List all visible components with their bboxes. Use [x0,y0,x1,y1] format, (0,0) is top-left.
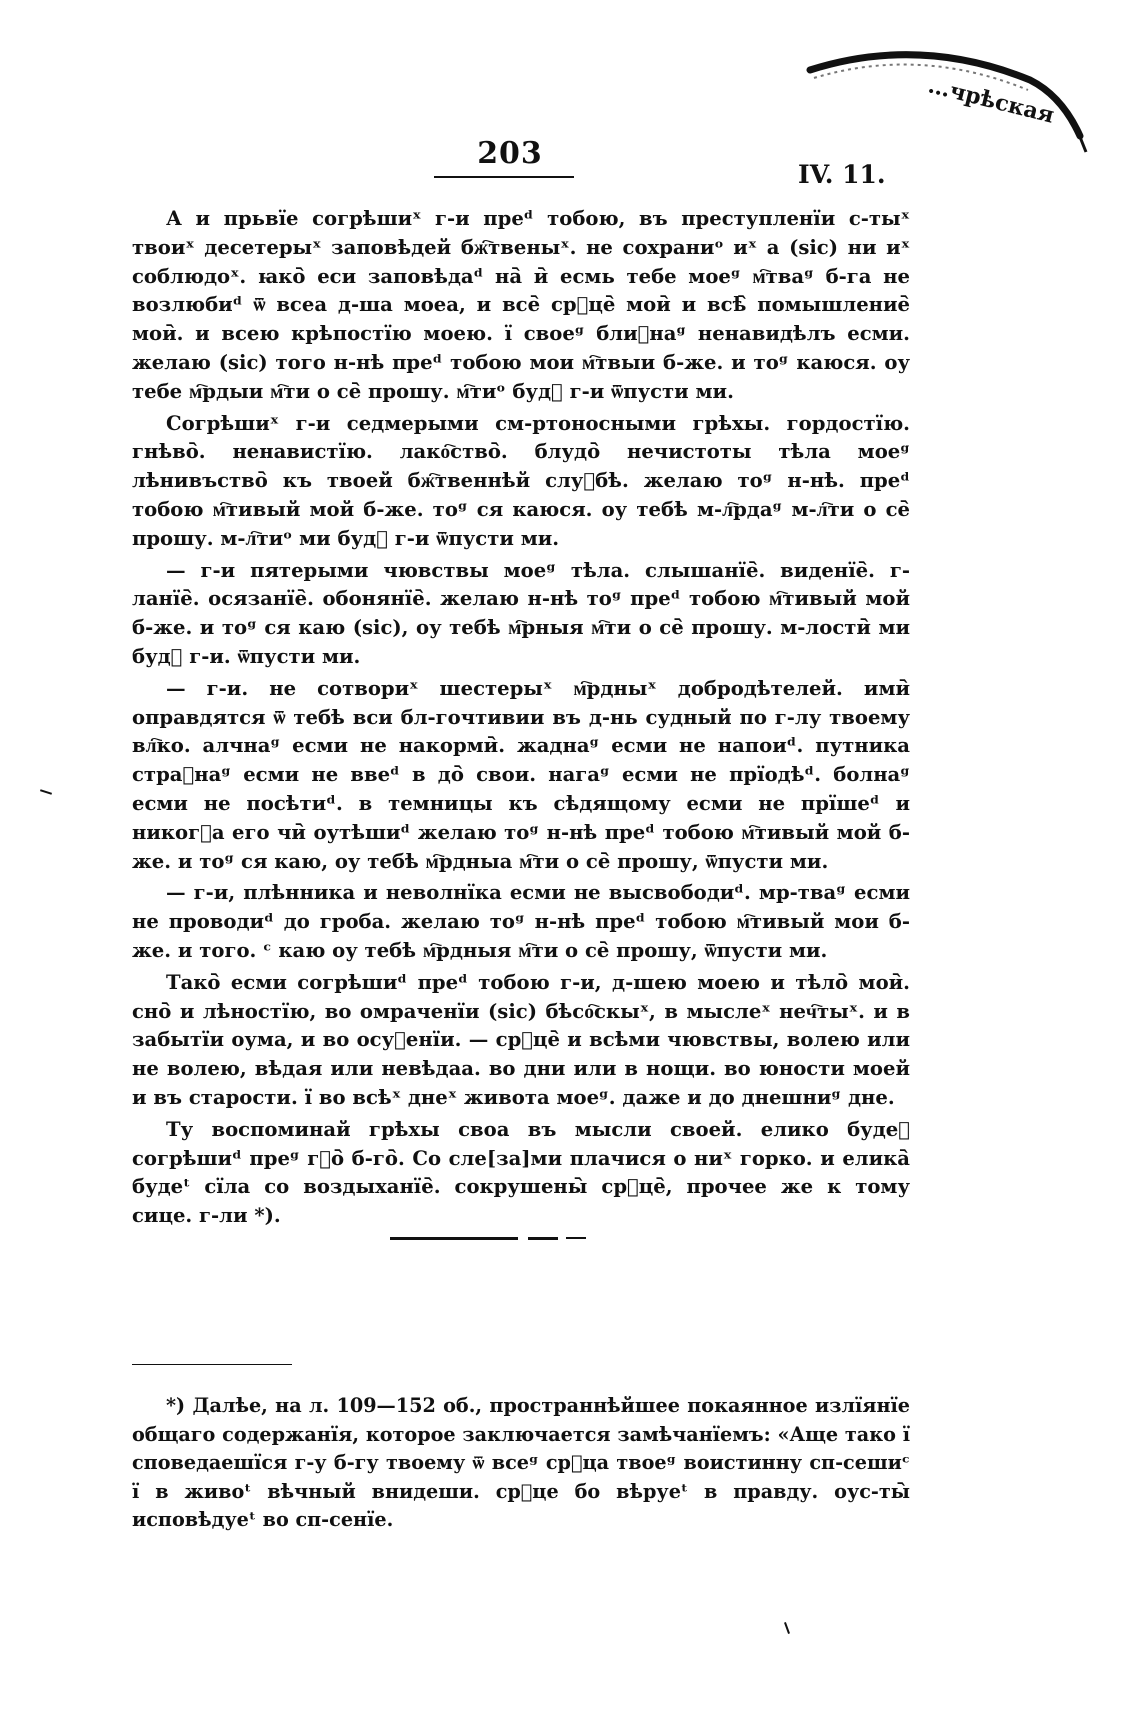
end-rule [390,1237,518,1240]
paragraph: — г-и пятерыми чювствы моеᵍ тѣла. слышанїе᷆. виденїе᷆. г-ланїе᷆. осязанїе᷆. обонянїе᷆. желаю н-нѣ тоᵍ преᵈ тобою м҇тивый мой б-же. и тоᵍ ся каю (sic), оу тебѣ м҇рныя м҇ти о се᷆ прошу. м-лости᷆ ми будꙵ г-и. ѿпусти ми. [132,558,910,668]
library-stamp [800,40,1100,160]
page-number-rule [434,176,574,178]
library-stamp-text: …чрѣская [925,72,1057,129]
margin-mark [40,789,52,795]
paragraph: — г-и, плѣнника и неволнїка есми не высвободиᵈ. мр-тваᵍ есми не проводиᵈ до гроба. желаю тоᵍ н-нѣ преᵈ тобою м҇тивый мои б-же. и того. ᶜ каю оу тебѣ м҇рдныя м҇ти о се᷆ прошу, ѿпусти ми. [132,881,910,962]
end-rule [528,1237,558,1240]
footnote-text: *) Далѣе, на л. 109—152 об., пространнѣйшее покаянное излїянїе общаго содержанїя, которое заключается замѣчанїемъ: «Аще тако ї споведаешїся г-у б-гу твоему ѿ всеᵍ срⷣца твоеᵍ воистинну сп-сешиᶜ ї в живоᵗ вѣчный внидеши. срⷣце бо вѣруеᵗ в правду. оус-ты᷆ исповѣдуеᵗ во сп-сенїе. [132,1394,910,1532]
paragraph: — г-и. не сотвориˣ шестерыˣ м҇рдныˣ добродѣтелей. ими᷆ оправдятся ѿ тебѣ вси бл-гочтивии въ д-нь судный по г-лу твоему вл҇ко. алчнаᵍ есми не накорми᷆. жаднаᵍ есми не напоиᵈ. путника страⷩнаᵍ есми не ввеᵈ в до᷆ свои. нагаᵍ есми не прїодѣᵈ. болнаᵍ есми не посѣтиᵈ. в темницы къ сѣдящому есми не прїшеᵈ и никогⷣа его чи᷆ оутѣшиᵈ желаю тоᵍ н-нѣ преᵈ тобою м҇тивый мой б-же. и тоᵍ ся каю, оу тебѣ м҇рдныа м҇ти о се᷆ прошу, ѿпусти ми. [132,676,910,873]
end-rule [566,1237,586,1239]
margin-mark [784,1622,790,1634]
paragraph: Тако᷆ есми согрѣшиᵈ преᵈ тобою г-и, д-шею моею и тѣло᷆ мои᷆. сно᷆ и лѣностїю, во омраченїи (sic) бѣсо҇скыˣ, в мыслеˣ неч҇тыˣ. и в забытїи оума, и во осуⷤенїи. — срⷣце᷆ и всѣми чювствы, волею или не волею, вѣдая или невѣдаа. во дни или в нощи. во юности моей и въ старости. ї во всѣˣ днеˣ живота моеᵍ. даже и до днешниᵍ дне. [132,970,910,1109]
library-stamp-graphic [800,40,1100,160]
paragraph: А и прьвїе согрѣшиˣ г-и преᵈ тобою, въ преступленїи с-тыˣ твоиˣ десетерыˣ заповѣдей бж҇твеныˣ. не сохраниᵒ иˣ а (sic) ни иˣ соблюдоˣ. ꙗко᷆ еси заповѣдаᵈ на᷆ и᷆ есмь тебе моеᵍ м҇твaᵍ б-га не возлюбиᵈ ѿ всеа д-ша моеа, и все᷆ срⷣце᷆ мои᷆ и всѣ᷆ помышление᷆ мои᷆. и всею крѣпостїю моею. ї своеᵍ блиⷤнаᵍ ненавидѣлъ есми. желаю (sic) того н-нѣ преᵈ тобою мои м҇твыи б-же. и тоᵍ каюся. оу тебе м҇рдыи м҇ти о се᷆ прошу. м҇тиᵒ будꙵ г-и ѿпусти ми. [132,207,910,403]
paragraph: Согрѣшиˣ г-и седмерыми см-ртоносными грѣхы. гордостїю. гнѣво᷆. ненавистїю. лако҇ство᷆. блудо᷆ нечистоты тѣла моеᵍ лѣнивъство᷆ къ твоей бж҇твеннѣй слуⷤбѣ. желаю тоᵍ н-нѣ. преᵈ тобою м҇тивый мой б-же. тоᵍ ся каюся. оу тебѣ м-л҇рдаᵍ м-л҇ти о се᷆ прошу. м-л҇тиᵒ ми будꙵ г-и ѿпусти ми. [132,411,910,550]
footnote [132,1392,910,1535]
paragraph: Ту воспоминай грѣхы своа въ мысли своей. елико будеⷲ согрѣшиᵈ преᵍ гⷣо᷆ б-го᷆. Со сле[за]ми плачися о ниˣ горко. и елика᷆ будеᵗ сїла со воздыханїе᷆. сокрушены᷆ срⷣце᷆, прочее же к тому сице. г-ли *). [132,1117,910,1228]
footnote-divider [132,1364,292,1365]
page-number: 203 [477,136,543,171]
main-text [132,205,910,1231]
section-reference: IV. 11. [798,160,886,189]
